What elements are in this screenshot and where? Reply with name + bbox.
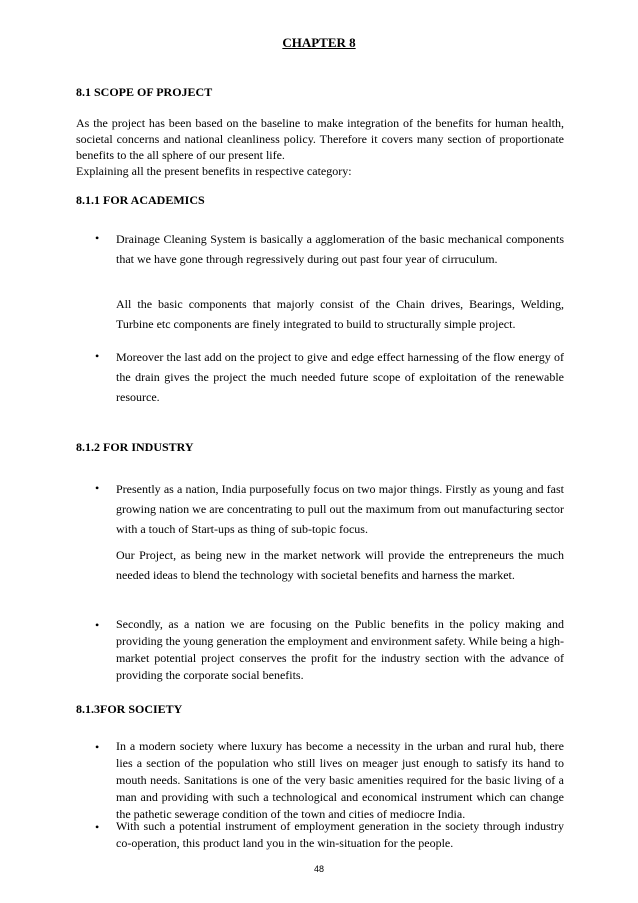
society-bullet2: With such a potential instrument of employment generation in the society through industry co-operation, this product land you in the win-situation for the people. [116, 819, 564, 850]
academics-bullet1-paragraph1: Drainage Cleaning System is basically a agglomeration of the basic mechanical components that we have gone through regressively during out past four year of cirruculum. [116, 232, 564, 266]
bullet-icon: • [95, 231, 100, 245]
industry-bullet1-paragraph1: Presently as a nation, India purposefully focus on two major things. Firstly as young and fast growing nation we are concentrating to pull out the maximum from out manufacturing sector with a touch of Start-ups as thing of sub-topic focus. [116, 482, 564, 536]
section-heading-scope: 8.1 SCOPE OF PROJECT [76, 85, 213, 99]
academics-bullet1-paragraph2: All the basic components that majorly consist of the Chain drives, Bearings, Welding, Turbine etc components are finely integrated to build to structurally simple project. [116, 297, 564, 331]
bullet-icon: • [95, 618, 100, 632]
society-bullet1: In a modern society where luxury has become a necessity in the urban and rural hub, there lies a section of the population who still lives on meager just enough to satisfy its hand to mouth needs. Sanitations is one of the very basic amenities required for the basic living of a man and providing with such a technological and economical instrument which can change the pathetic sewerage condition of the town and cities of mediocre India. [116, 739, 564, 821]
industry-bullet2: Secondly, as a nation we are focusing on the Public benefits in the policy making and providing the young generation the employment and environment safety. While being a high-market potential project conserves the profit for the industry section with the advance of providing the corporate social benefits. [116, 617, 564, 682]
section-heading-industry: 8.1.2 FOR INDUSTRY [76, 440, 194, 454]
industry-bullet1-paragraph2: Our Project, as being new in the market network will provide the entrepreneurs the much needed ideas to blend the technology with societal benefits and harness the market. [116, 548, 564, 582]
bullet-icon: • [95, 481, 100, 495]
scope-intro-line: Explaining all the present benefits in respective category: [76, 164, 352, 178]
section-heading-society: 8.1.3FOR SOCIETY [76, 702, 183, 716]
bullet-icon: • [95, 740, 100, 754]
section-heading-academics: 8.1.1 FOR ACADEMICS [76, 193, 205, 207]
bullet-icon: • [95, 349, 100, 363]
chapter-title: CHAPTER 8 [282, 35, 356, 50]
bullet-icon: • [95, 820, 100, 834]
page-number: 48 [313, 864, 324, 874]
scope-intro-paragraph: As the project has been based on the baseline to make integration of the benefits for human health, societal concerns and national cleanliness policy. Therefore it covers many section of proportionate benefits to the all sphere of our present life. [76, 116, 564, 162]
academics-bullet2: Moreover the last add on the project to give and edge effect harnessing of the flow energy of the drain gives the project the much needed future scope of exploitation of the renewable resource. [116, 350, 564, 404]
